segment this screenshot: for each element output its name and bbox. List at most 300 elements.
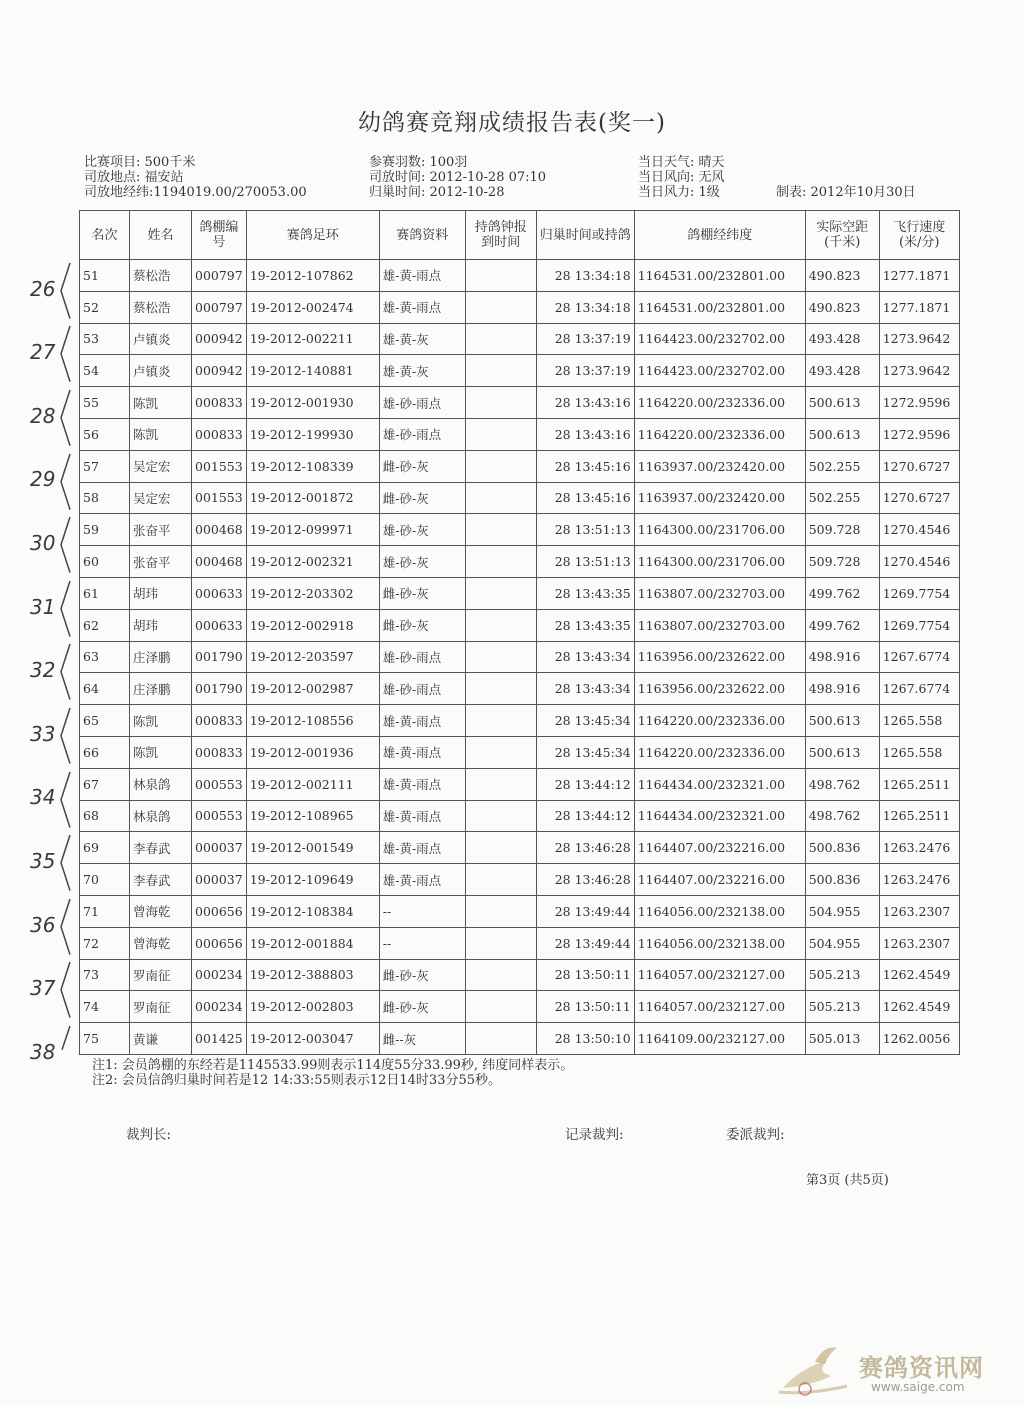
cell-loft-id: 000468 bbox=[192, 514, 247, 546]
weather-label: 当日天气: 晴天 bbox=[638, 155, 725, 170]
bracket-icon bbox=[58, 706, 72, 766]
cell-pigeon-info: 雌-砂-灰 bbox=[379, 577, 465, 609]
cell-rank: 53 bbox=[80, 323, 130, 355]
cell-coords: 1163937.00/232420.00 bbox=[634, 450, 805, 482]
cell-loft-id: 000942 bbox=[192, 323, 247, 355]
made-date-label: 制表: 2012年10月30日 bbox=[776, 185, 916, 200]
cell-rank: 54 bbox=[80, 355, 130, 387]
cell-arrival: 28 13:51:13 bbox=[536, 546, 634, 578]
cell-name: 庄泽鹏 bbox=[130, 673, 192, 705]
cell-coords: 1164423.00/232702.00 bbox=[634, 355, 805, 387]
bracket-icon bbox=[58, 452, 72, 512]
cell-coords: 1164220.00/232336.00 bbox=[634, 736, 805, 768]
cell-coords: 1163937.00/232420.00 bbox=[634, 482, 805, 514]
cell-speed: 1270.4546 bbox=[879, 514, 959, 546]
col-speed: 飞行速度(米/分) bbox=[879, 211, 959, 260]
cell-ring: 19-2012-001872 bbox=[246, 482, 379, 514]
cell-coords: 1164109.00/232127.00 bbox=[634, 1023, 805, 1055]
cell-clock-time bbox=[465, 673, 536, 705]
recording-judge-label: 记录裁判: bbox=[565, 1127, 624, 1143]
cell-clock-time bbox=[465, 991, 536, 1023]
handwritten-mark: 31 bbox=[30, 594, 56, 619]
entries-label: 参赛羽数: 100羽 bbox=[369, 155, 468, 170]
table-row bbox=[80, 418, 960, 450]
cell-rank: 51 bbox=[80, 260, 130, 292]
cell-loft-id: 000656 bbox=[192, 895, 247, 927]
col-rank: 名次 bbox=[80, 211, 130, 260]
cell-pigeon-info: 雌-砂-灰 bbox=[379, 959, 465, 991]
cell-name: 卢镇炎 bbox=[130, 323, 192, 355]
cell-ring: 19-2012-001936 bbox=[246, 736, 379, 768]
table-row bbox=[80, 323, 960, 355]
cell-ring: 19-2012-199930 bbox=[246, 418, 379, 450]
table-row bbox=[80, 736, 960, 768]
cell-loft-id: 000633 bbox=[192, 609, 247, 641]
cell-loft-id: 001553 bbox=[192, 450, 247, 482]
cell-distance: 504.955 bbox=[805, 895, 879, 927]
cell-rank: 62 bbox=[80, 609, 130, 641]
cell-coords: 1164056.00/232138.00 bbox=[634, 895, 805, 927]
cell-pigeon-info: 雄-黄-雨点 bbox=[379, 705, 465, 737]
cell-ring: 19-2012-002474 bbox=[246, 291, 379, 323]
cell-ring: 19-2012-002918 bbox=[246, 609, 379, 641]
cell-ring: 19-2012-002987 bbox=[246, 673, 379, 705]
cell-distance: 490.823 bbox=[805, 291, 879, 323]
cell-name: 张奋平 bbox=[130, 546, 192, 578]
cell-speed: 1267.6774 bbox=[879, 641, 959, 673]
cell-arrival: 28 13:34:18 bbox=[536, 260, 634, 292]
release-time-label: 司放时间: 2012-10-28 07:10 bbox=[369, 170, 547, 185]
cell-rank: 58 bbox=[80, 482, 130, 514]
col-coords: 鸽棚经纬度 bbox=[634, 211, 805, 260]
cell-name: 陈凯 bbox=[130, 736, 192, 768]
cell-coords: 1164056.00/232138.00 bbox=[634, 927, 805, 959]
cell-speed: 1272.9596 bbox=[879, 387, 959, 419]
table-row bbox=[80, 355, 960, 387]
cell-name: 蔡松浩 bbox=[130, 291, 192, 323]
cell-rank: 68 bbox=[80, 800, 130, 832]
cell-speed: 1277.1871 bbox=[879, 260, 959, 292]
results-table bbox=[79, 210, 960, 1055]
table-header-row bbox=[80, 211, 960, 260]
watermark-name: 赛鸽资讯网 bbox=[859, 1354, 984, 1382]
cell-name: 胡玮 bbox=[130, 609, 192, 641]
return-time-label: 归巢时间: 2012-10-28 bbox=[369, 185, 505, 200]
cell-name: 吴定宏 bbox=[130, 450, 192, 482]
meta-right bbox=[638, 155, 725, 200]
cell-distance: 509.728 bbox=[805, 514, 879, 546]
cell-loft-id: 000633 bbox=[192, 577, 247, 609]
table-row bbox=[80, 387, 960, 419]
cell-distance: 500.613 bbox=[805, 705, 879, 737]
cell-loft-id: 000833 bbox=[192, 418, 247, 450]
cell-rank: 56 bbox=[80, 418, 130, 450]
table-row bbox=[80, 260, 960, 292]
cell-ring: 19-2012-001884 bbox=[246, 927, 379, 959]
cell-pigeon-info: 雄-砂-雨点 bbox=[379, 387, 465, 419]
cell-clock-time bbox=[465, 323, 536, 355]
cell-name: 罗南征 bbox=[130, 959, 192, 991]
meta-left bbox=[84, 155, 307, 200]
cell-clock-time bbox=[465, 260, 536, 292]
cell-name: 李春武 bbox=[130, 864, 192, 896]
cell-coords: 1163807.00/232703.00 bbox=[634, 609, 805, 641]
cell-arrival: 28 13:45:16 bbox=[536, 482, 634, 514]
cell-pigeon-info: 雄-砂-雨点 bbox=[379, 673, 465, 705]
cell-pigeon-info: 雄-砂-雨点 bbox=[379, 641, 465, 673]
cell-loft-id: 000797 bbox=[192, 260, 247, 292]
cell-arrival: 28 13:34:18 bbox=[536, 291, 634, 323]
cell-arrival: 28 13:45:34 bbox=[536, 736, 634, 768]
handwritten-mark: 38 bbox=[30, 1039, 56, 1064]
cell-coords: 1163956.00/232622.00 bbox=[634, 673, 805, 705]
table-row bbox=[80, 291, 960, 323]
cell-pigeon-info: 雌-砂-灰 bbox=[379, 991, 465, 1023]
bracket-icon bbox=[58, 1024, 72, 1052]
cell-name: 林泉鸽 bbox=[130, 768, 192, 800]
cell-loft-id: 001425 bbox=[192, 1023, 247, 1055]
cell-distance: 498.762 bbox=[805, 800, 879, 832]
cell-distance: 498.762 bbox=[805, 768, 879, 800]
cell-coords: 1164057.00/232127.00 bbox=[634, 991, 805, 1023]
cell-arrival: 28 13:43:16 bbox=[536, 418, 634, 450]
cell-distance: 490.823 bbox=[805, 260, 879, 292]
cell-ring: 19-2012-140881 bbox=[246, 355, 379, 387]
handwritten-mark: 35 bbox=[30, 849, 56, 873]
cell-distance: 500.836 bbox=[805, 864, 879, 896]
cell-pigeon-info: 雄-黄-雨点 bbox=[379, 800, 465, 832]
cell-speed: 1262.4549 bbox=[879, 991, 959, 1023]
cell-loft-id: 000942 bbox=[192, 355, 247, 387]
cell-clock-time bbox=[465, 832, 536, 864]
chief-judge-label: 裁判长: bbox=[126, 1127, 172, 1143]
cell-pigeon-info: 雌--灰 bbox=[379, 1023, 465, 1055]
cell-distance: 498.916 bbox=[805, 641, 879, 673]
cell-pigeon-info: -- bbox=[379, 927, 465, 959]
event-label: 比赛项目: 500千米 bbox=[84, 155, 196, 170]
cell-pigeon-info: 雄-黄-雨点 bbox=[379, 260, 465, 292]
cell-rank: 69 bbox=[80, 832, 130, 864]
cell-pigeon-info: 雄-砂-灰 bbox=[379, 514, 465, 546]
cell-distance: 502.255 bbox=[805, 450, 879, 482]
cell-clock-time bbox=[465, 291, 536, 323]
cell-ring: 19-2012-108556 bbox=[246, 705, 379, 737]
handwritten-mark: 27 bbox=[30, 340, 56, 365]
cell-arrival: 28 13:50:10 bbox=[536, 1023, 634, 1055]
table-row bbox=[80, 609, 960, 641]
cell-name: 林泉鸽 bbox=[130, 800, 192, 832]
cell-rank: 73 bbox=[80, 959, 130, 991]
table-row bbox=[80, 864, 960, 896]
cell-pigeon-info: 雄-黄-雨点 bbox=[379, 832, 465, 864]
cell-distance: 509.728 bbox=[805, 546, 879, 578]
cell-name: 曾海乾 bbox=[130, 927, 192, 959]
cell-ring: 19-2012-002803 bbox=[246, 991, 379, 1023]
cell-arrival: 28 13:43:34 bbox=[536, 641, 634, 673]
cell-arrival: 28 13:43:35 bbox=[536, 577, 634, 609]
table-row bbox=[80, 450, 960, 482]
handwritten-mark: 37 bbox=[30, 976, 56, 1001]
cell-pigeon-info: 雌-砂-灰 bbox=[379, 482, 465, 514]
cell-ring: 19-2012-109649 bbox=[246, 864, 379, 896]
cell-loft-id: 000656 bbox=[192, 927, 247, 959]
cell-speed: 1270.6727 bbox=[879, 482, 959, 514]
cell-arrival: 28 13:45:16 bbox=[536, 450, 634, 482]
cell-clock-time bbox=[465, 387, 536, 419]
cell-speed: 1277.1871 bbox=[879, 291, 959, 323]
cell-coords: 1164057.00/232127.00 bbox=[634, 959, 805, 991]
cell-name: 黄谦 bbox=[130, 1023, 192, 1055]
cell-rank: 60 bbox=[80, 546, 130, 578]
cell-ring: 19-2012-002211 bbox=[246, 323, 379, 355]
release-site-label: 司放地点: 福安站 bbox=[84, 170, 184, 185]
table-row bbox=[80, 673, 960, 705]
cell-pigeon-info: 雄-黄-灰 bbox=[379, 355, 465, 387]
cell-arrival: 28 13:44:12 bbox=[536, 800, 634, 832]
cell-speed: 1263.2307 bbox=[879, 895, 959, 927]
release-coords-label: 司放地经纬:1194019.00/270053.00 bbox=[84, 185, 307, 200]
cell-loft-id: 000833 bbox=[192, 736, 247, 768]
cell-rank: 52 bbox=[80, 291, 130, 323]
cell-loft-id: 001790 bbox=[192, 641, 247, 673]
pigeon-logo-icon bbox=[775, 1342, 855, 1402]
cell-rank: 75 bbox=[80, 1023, 130, 1055]
cell-name: 罗南征 bbox=[130, 991, 192, 1023]
cell-ring: 19-2012-002321 bbox=[246, 546, 379, 578]
cell-distance: 499.762 bbox=[805, 609, 879, 641]
cell-loft-id: 000234 bbox=[192, 959, 247, 991]
cell-speed: 1265.2511 bbox=[879, 768, 959, 800]
bracket-icon bbox=[58, 960, 72, 1020]
cell-distance: 493.428 bbox=[805, 323, 879, 355]
cell-coords: 1164407.00/232216.00 bbox=[634, 832, 805, 864]
report-title: 幼鸽赛竞翔成绩报告表(奖一) bbox=[358, 110, 666, 136]
cell-rank: 74 bbox=[80, 991, 130, 1023]
handwritten-mark: 34 bbox=[30, 785, 56, 810]
cell-arrival: 28 13:37:19 bbox=[536, 355, 634, 387]
cell-pigeon-info: 雌-砂-灰 bbox=[379, 450, 465, 482]
note-1: 注1: 会员鸽棚的东经若是1145533.99则表示114度55分33.99秒, 纬度同样表示。 bbox=[92, 1058, 574, 1073]
cell-pigeon-info: 雄-黄-雨点 bbox=[379, 291, 465, 323]
table-row bbox=[80, 800, 960, 832]
cell-speed: 1263.2307 bbox=[879, 927, 959, 959]
cell-rank: 63 bbox=[80, 641, 130, 673]
cell-distance: 500.613 bbox=[805, 736, 879, 768]
cell-name: 曾海乾 bbox=[130, 895, 192, 927]
cell-coords: 1163807.00/232703.00 bbox=[634, 577, 805, 609]
cell-pigeon-info: 雄-黄-雨点 bbox=[379, 768, 465, 800]
cell-ring: 19-2012-001930 bbox=[246, 387, 379, 419]
cell-loft-id: 001790 bbox=[192, 673, 247, 705]
cell-ring: 19-2012-388803 bbox=[246, 959, 379, 991]
cell-loft-id: 001553 bbox=[192, 482, 247, 514]
cell-ring: 19-2012-099971 bbox=[246, 514, 379, 546]
table-row bbox=[80, 959, 960, 991]
handwritten-mark: 33 bbox=[30, 721, 56, 746]
table-row bbox=[80, 832, 960, 864]
table-row bbox=[80, 991, 960, 1023]
cell-arrival: 28 13:46:28 bbox=[536, 864, 634, 896]
cell-distance: 502.255 bbox=[805, 482, 879, 514]
table-row bbox=[80, 514, 960, 546]
col-ring: 赛鸽足环 bbox=[246, 211, 379, 260]
cell-name: 庄泽鹏 bbox=[130, 641, 192, 673]
col-name: 姓名 bbox=[130, 211, 192, 260]
cell-speed: 1269.7754 bbox=[879, 577, 959, 609]
table-row bbox=[80, 705, 960, 737]
cell-rank: 70 bbox=[80, 864, 130, 896]
cell-speed: 1270.4546 bbox=[879, 546, 959, 578]
cell-coords: 1164531.00/232801.00 bbox=[634, 291, 805, 323]
bracket-icon bbox=[58, 579, 72, 639]
cell-coords: 1164220.00/232336.00 bbox=[634, 387, 805, 419]
cell-clock-time bbox=[465, 609, 536, 641]
wind-force-label: 当日风力: 1级 bbox=[638, 185, 720, 200]
cell-pigeon-info: 雄-黄-雨点 bbox=[379, 736, 465, 768]
cell-clock-time bbox=[465, 577, 536, 609]
cell-name: 陈凯 bbox=[130, 705, 192, 737]
cell-arrival: 28 13:43:16 bbox=[536, 387, 634, 419]
cell-distance: 500.613 bbox=[805, 418, 879, 450]
handwritten-mark: 28 bbox=[30, 403, 56, 428]
cell-speed: 1273.9642 bbox=[879, 323, 959, 355]
cell-ring: 19-2012-203597 bbox=[246, 641, 379, 673]
cell-speed: 1263.2476 bbox=[879, 864, 959, 896]
cell-loft-id: 000553 bbox=[192, 768, 247, 800]
cell-pigeon-info: 雄-砂-灰 bbox=[379, 546, 465, 578]
cell-coords: 1164300.00/231706.00 bbox=[634, 546, 805, 578]
cell-speed: 1262.4549 bbox=[879, 959, 959, 991]
cell-loft-id: 000797 bbox=[192, 291, 247, 323]
table-row bbox=[80, 1023, 960, 1055]
cell-rank: 61 bbox=[80, 577, 130, 609]
cell-ring: 19-2012-002111 bbox=[246, 768, 379, 800]
cell-pigeon-info: -- bbox=[379, 895, 465, 927]
cell-name: 李春武 bbox=[130, 832, 192, 864]
cell-clock-time bbox=[465, 418, 536, 450]
cell-arrival: 28 13:43:35 bbox=[536, 609, 634, 641]
cell-speed: 1265.2511 bbox=[879, 800, 959, 832]
cell-rank: 67 bbox=[80, 768, 130, 800]
cell-speed: 1262.0056 bbox=[879, 1023, 959, 1055]
cell-rank: 64 bbox=[80, 673, 130, 705]
cell-clock-time bbox=[465, 1023, 536, 1055]
bracket-icon bbox=[58, 897, 72, 957]
notes bbox=[92, 1058, 573, 1088]
cell-name: 蔡松浩 bbox=[130, 260, 192, 292]
cell-coords: 1164434.00/232321.00 bbox=[634, 800, 805, 832]
watermark bbox=[775, 1342, 1005, 1402]
cell-ring: 19-2012-108384 bbox=[246, 895, 379, 927]
cell-ring: 19-2012-203302 bbox=[246, 577, 379, 609]
cell-rank: 71 bbox=[80, 895, 130, 927]
cell-ring: 19-2012-001549 bbox=[246, 832, 379, 864]
cell-loft-id: 000833 bbox=[192, 705, 247, 737]
cell-ring: 19-2012-108965 bbox=[246, 800, 379, 832]
cell-pigeon-info: 雌-砂-灰 bbox=[379, 609, 465, 641]
cell-name: 张奋平 bbox=[130, 514, 192, 546]
cell-clock-time bbox=[465, 705, 536, 737]
cell-clock-time bbox=[465, 800, 536, 832]
cell-pigeon-info: 雄-砂-雨点 bbox=[379, 418, 465, 450]
cell-arrival: 28 13:49:44 bbox=[536, 927, 634, 959]
table-body bbox=[80, 260, 960, 1055]
cell-clock-time bbox=[465, 482, 536, 514]
col-distance: 实际空距(千米) bbox=[805, 211, 879, 260]
cell-loft-id: 000833 bbox=[192, 387, 247, 419]
cell-clock-time bbox=[465, 895, 536, 927]
cell-ring: 19-2012-003047 bbox=[246, 1023, 379, 1055]
cell-clock-time bbox=[465, 768, 536, 800]
cell-coords: 1164300.00/231706.00 bbox=[634, 514, 805, 546]
cell-arrival: 28 13:50:11 bbox=[536, 991, 634, 1023]
cell-clock-time bbox=[465, 641, 536, 673]
handwritten-mark: 26 bbox=[30, 276, 56, 301]
cell-speed: 1267.6774 bbox=[879, 673, 959, 705]
cell-distance: 493.428 bbox=[805, 355, 879, 387]
cell-clock-time bbox=[465, 514, 536, 546]
bracket-icon bbox=[58, 833, 72, 893]
note-2: 注2: 会员信鸽归巢时间若是12 14:33:55则表示12日14时33分55秒。 bbox=[92, 1073, 502, 1088]
cell-distance: 500.613 bbox=[805, 387, 879, 419]
cell-distance: 505.213 bbox=[805, 959, 879, 991]
handwritten-mark: 36 bbox=[30, 912, 56, 937]
cell-distance: 499.762 bbox=[805, 577, 879, 609]
cell-rank: 65 bbox=[80, 705, 130, 737]
cell-distance: 498.916 bbox=[805, 673, 879, 705]
cell-loft-id: 000553 bbox=[192, 800, 247, 832]
handwritten-mark: 29 bbox=[30, 467, 56, 492]
cell-arrival: 28 13:50:11 bbox=[536, 959, 634, 991]
cell-ring: 19-2012-108339 bbox=[246, 450, 379, 482]
cell-clock-time bbox=[465, 546, 536, 578]
cell-rank: 55 bbox=[80, 387, 130, 419]
cell-rank: 66 bbox=[80, 736, 130, 768]
cell-ring: 19-2012-107862 bbox=[246, 260, 379, 292]
cell-clock-time bbox=[465, 736, 536, 768]
table-row bbox=[80, 927, 960, 959]
cell-rank: 59 bbox=[80, 514, 130, 546]
cell-speed: 1273.9642 bbox=[879, 355, 959, 387]
bracket-icon bbox=[58, 770, 72, 830]
table-row bbox=[80, 768, 960, 800]
cell-clock-time bbox=[465, 959, 536, 991]
table-row bbox=[80, 641, 960, 673]
cell-coords: 1164407.00/232216.00 bbox=[634, 864, 805, 896]
bracket-icon bbox=[58, 324, 72, 384]
cell-loft-id: 000037 bbox=[192, 832, 247, 864]
cell-pigeon-info: 雄-黄-雨点 bbox=[379, 864, 465, 896]
col-pigeon-info: 赛鸽资料 bbox=[379, 211, 465, 260]
cell-speed: 1263.2476 bbox=[879, 832, 959, 864]
cell-arrival: 28 13:51:13 bbox=[536, 514, 634, 546]
handwritten-mark: 30 bbox=[30, 531, 56, 555]
cell-coords: 1164220.00/232336.00 bbox=[634, 705, 805, 737]
cell-speed: 1265.558 bbox=[879, 736, 959, 768]
cell-speed: 1272.9596 bbox=[879, 418, 959, 450]
cell-speed: 1270.6727 bbox=[879, 450, 959, 482]
table-row bbox=[80, 546, 960, 578]
cell-coords: 1164434.00/232321.00 bbox=[634, 768, 805, 800]
cell-speed: 1269.7754 bbox=[879, 609, 959, 641]
cell-distance: 505.213 bbox=[805, 991, 879, 1023]
cell-arrival: 28 13:45:34 bbox=[536, 705, 634, 737]
cell-arrival: 28 13:44:12 bbox=[536, 768, 634, 800]
cell-name: 吴定宏 bbox=[130, 482, 192, 514]
cell-arrival: 28 13:49:44 bbox=[536, 895, 634, 927]
table-row bbox=[80, 577, 960, 609]
page-number: 第3页 (共5页) bbox=[806, 1173, 889, 1188]
